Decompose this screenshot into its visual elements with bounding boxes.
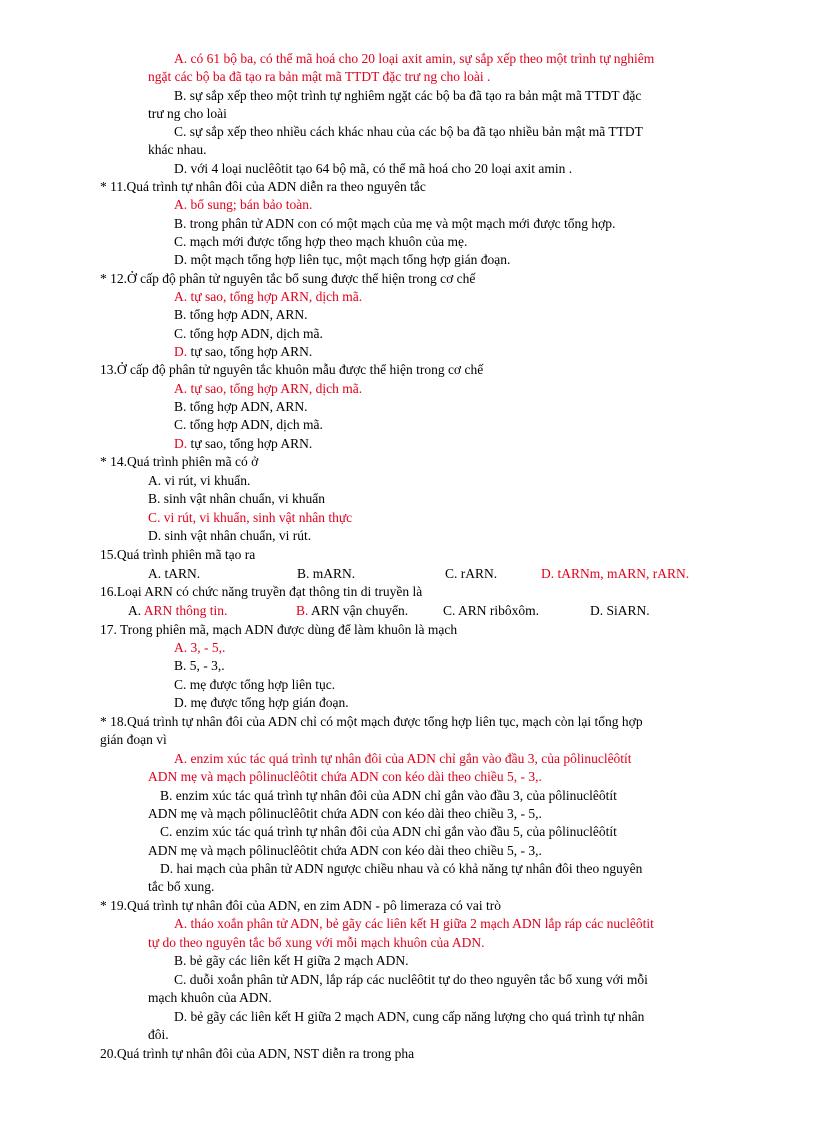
q18-option-c-line2: ADN mẹ và mạch pôlinuclêôtit chứa ADN con kéo dài theo chiều 5, - 3,. xyxy=(148,843,542,858)
q19-option-a-line2: tự do theo nguyên tắc bổ xung với mỗi mạch khuôn của ADN. xyxy=(148,935,485,950)
q18-option-c-line1: C. enzim xúc tác quá trình tự nhân đôi của ADN chỉ gắn vào đầu 5, của pôlinuclêôtít xyxy=(160,824,617,839)
q10-option-b-line2: trư ng cho loài xyxy=(148,106,227,121)
q12-stem: * 12.Ở cấp độ phân tử nguyên tắc bổ sung được thể hiện trong cơ chế xyxy=(100,271,476,286)
q14-stem: * 14.Quá trình phiên mã có ở xyxy=(100,454,259,469)
q15-option-b: B. mARN. xyxy=(297,566,356,581)
q13-option-d xyxy=(174,435,312,453)
q10-option-c-line2: khác nhau. xyxy=(148,142,207,157)
q18-stem-line1: * 18.Quá trình tự nhân đôi của ADN chỉ có một mạch được tổng hợp liên tục, mạch còn lại tổng hợp xyxy=(100,714,643,729)
q10-option-d: D. với 4 loại nuclêôtit tạo 64 bộ mã, có thể mã hoá cho 20 loại axit amin . xyxy=(174,161,573,176)
q16-option-b xyxy=(296,602,408,620)
q16-option-a-text: ARN thông tin. xyxy=(143,603,228,618)
q17-option-a: A. 3, - 5,. xyxy=(174,640,226,655)
q11-option-b: B. trong phân tử ADN con có một mạch của mẹ và một mạch mới được tổng hợp. xyxy=(174,216,616,231)
q16-option-a-letter: A. xyxy=(128,603,142,618)
q18-option-d-line2: tắc bổ xung. xyxy=(148,879,215,894)
q11-option-c: C. mạch mới được tổng hợp theo mạch khuôn của mẹ. xyxy=(174,234,468,249)
q15-option-a: A. tARN. xyxy=(148,566,201,581)
q19-option-c-line1: C. duỗi xoắn phân tử ADN, lắp ráp các nuclêôtit tự do theo nguyên tắc bổ xung với mỗi xyxy=(174,972,648,987)
q18-option-a-line1: A. enzim xúc tác quá trình tự nhân đôi của ADN chỉ gắn vào đầu 3, của pôlinuclêôtít xyxy=(174,751,632,766)
q12-option-c: C. tổng hợp ADN, dịch mã. xyxy=(174,326,323,341)
q17-stem: 17. Trong phiên mã, mạch ADN được dùng để làm khuôn là mạch xyxy=(100,622,458,637)
q17-option-b: B. 5, - 3,. xyxy=(174,658,225,673)
q11-stem: * 11.Quá trình tự nhân đôi của ADN diễn ra theo nguyên tắc xyxy=(100,179,426,194)
q13-option-b: B. tổng hợp ADN, ARN. xyxy=(174,399,308,414)
q19-option-c-line2: mạch khuôn của ADN. xyxy=(148,990,272,1005)
q18-option-d-line1: D. hai mạch của phân tử ADN ngược chiều nhau và có khả năng tự nhân đôi theo nguyên xyxy=(160,861,643,876)
q16-option-b-letter: B. xyxy=(296,603,309,618)
q16-option-b-text: ARN vận chuyển. xyxy=(311,603,409,618)
q16-option-c: C. ARN ribôxôm. xyxy=(443,603,540,618)
q18-option-b-line2: ADN mẹ và mạch pôlinuclêôtit chứa ADN con kéo dài theo chiều 3, - 5,. xyxy=(148,806,542,821)
q12-option-d-text: tự sao, tổng hợp ARN. xyxy=(187,344,313,359)
q12-option-b: B. tổng hợp ADN, ARN. xyxy=(174,307,308,322)
q19-option-a-line1: A. tháo xoắn phân tử ADN, bẻ gãy các liên kết H giữa 2 mạch ADN lắp ráp các nuclêôtit xyxy=(174,916,654,931)
q10-option-a-line2: ngặt các bộ ba đã tạo ra bản mật mã TTDT đặc trư ng cho loài . xyxy=(148,69,491,84)
q19-option-b: B. bẻ gãy các liên kết H giữa 2 mạch ADN. xyxy=(174,953,409,968)
q13-stem: 13.Ở cấp độ phân tử nguyên tắc khuôn mẫu được thể hiện trong cơ chế xyxy=(100,362,484,377)
q18-option-a-line2: ADN mẹ và mạch pôlinuclêôtit chứa ADN con kéo dài theo chiều 5, - 3,. xyxy=(148,769,542,784)
q19-option-d-line2: đôi. xyxy=(148,1027,169,1042)
q15-option-c: C. rARN. xyxy=(445,566,498,581)
q14-option-c: C. vi rút, vi khuẩn, sinh vật nhân thực xyxy=(148,510,353,525)
q14-option-b: B. sinh vật nhân chuẩn, vi khuẩn xyxy=(148,491,325,506)
q16-stem: 16.Loại ARN có chức năng truyền đạt thông tin di truyền là xyxy=(100,584,423,599)
q13-option-c: C. tổng hợp ADN, dịch mã. xyxy=(174,417,323,432)
q13-option-a: A. tự sao, tổng hợp ARN, dịch mã. xyxy=(174,381,363,396)
q12-option-d-letter: D. xyxy=(174,344,188,359)
q19-stem: * 19.Quá trình tự nhân đôi của ADN, en zim ADN - pô limeraza có vai trò xyxy=(100,898,501,913)
q12-option-d xyxy=(174,343,312,361)
q14-option-a: A. vi rút, vi khuẩn. xyxy=(148,473,251,488)
q10-option-a-line1: A. có 61 bộ ba, có thể mã hoá cho 20 loại axit amin, sự sắp xếp theo một trình tự nghiêm xyxy=(174,51,655,66)
q13-option-d-letter: D. xyxy=(174,436,188,451)
q19-option-d-line1: D. bẻ gãy các liên kết H giữa 2 mạch ADN, cung cấp năng lượng cho quá trình tự nhân xyxy=(174,1009,645,1024)
q16-option-a xyxy=(128,602,227,620)
q12-option-a: A. tự sao, tổng hợp ARN, dịch mã. xyxy=(174,289,363,304)
q11-option-d: D. một mạch tổng hợp liên tục, một mạch tổng hợp gián đoạn. xyxy=(174,252,511,267)
q15-stem: 15.Quá trình phiên mã tạo ra xyxy=(100,547,256,562)
q18-stem-line2: gián đoạn vì xyxy=(100,732,167,747)
q18-option-b-line1: B. enzim xúc tác quá trình tự nhân đôi của ADN chỉ gắn vào đầu 3, của pôlinuclêôtít xyxy=(160,788,617,803)
q15-option-d: D. tARNm, mARN, rARN. xyxy=(541,566,690,581)
q10-option-c-line1: C. sự sắp xếp theo nhiều cách khác nhau của các bộ ba đã tạo nhiều bản mật mã TTDT xyxy=(174,124,643,139)
q16-option-d: D. SiARN. xyxy=(590,603,650,618)
q14-option-d: D. sinh vật nhân chuẩn, vi rút. xyxy=(148,528,312,543)
q17-option-d: D. mẹ được tổng hợp gián đoạn. xyxy=(174,695,349,710)
q13-option-d-text: tự sao, tổng hợp ARN. xyxy=(187,436,313,451)
q10-option-b-line1: B. sự sắp xếp theo một trình tự nghiêm ngặt các bộ ba đã tạo ra bản mật mã TTDT đặc xyxy=(174,88,642,103)
q17-option-c: C. mẹ được tổng hợp liên tục. xyxy=(174,677,336,692)
q11-option-a: A. bổ sung; bán bảo toàn. xyxy=(174,197,313,212)
q20-stem: 20.Quá trình tự nhân đôi của ADN, NST diễn ra trong pha xyxy=(100,1046,415,1061)
